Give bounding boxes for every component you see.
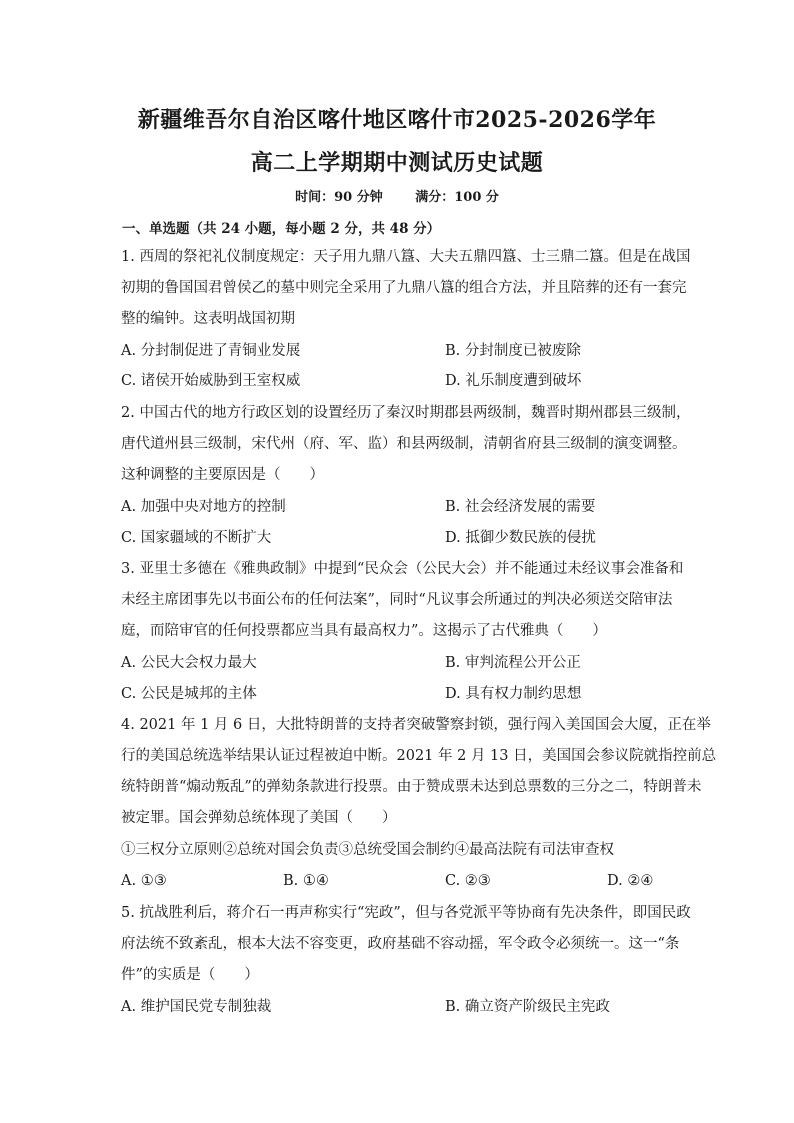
exam-score: 满分：100 分 — [415, 190, 499, 205]
question-5-line-1: 5. 抗战胜利后，蒋介石一再声称实行“宪政”，但与各党派平等协商有先决条件，即国民政 — [121, 905, 691, 921]
question-4-line-5: ①三权分立原则②总统对国会负责③总统受国会制约④最高法院有司法审查权 — [121, 842, 614, 858]
question-4-option-c[interactable]: C. ②③ — [445, 873, 491, 889]
question-2-line-2: 唐代道州县三级制，宋代州（府、军、监）和县两级制，清朝省府县三级制的演变调整。 — [121, 436, 687, 452]
question-1-option-d[interactable]: D. 礼乐制度遭到破坏 — [445, 373, 582, 389]
exam-title-line2: 高二上学期期中测试历史试题 — [250, 150, 544, 176]
question-2-line-1: 2. 中国古代的地方行政区划的设置经历了秦汉时期郡县两级制，魏晋时期州郡县三级制， — [121, 405, 691, 421]
question-1-option-b[interactable]: B. 分封制度已被废除 — [445, 343, 581, 359]
question-3-line-2: 未经主席团事先以书面公布的任何法案”，同时“凡议事会所通过的判决必须送交陪审法 — [121, 592, 673, 608]
question-3-option-d[interactable]: D. 具有权力制约思想 — [445, 686, 582, 702]
question-4-option-a[interactable]: A. ①③ — [121, 873, 167, 889]
question-3-line-3: 庭，而陪审官的任何投票都应当具有最高权力”。这揭示了古代雅典（ ） — [121, 623, 607, 639]
question-4-line-2: 行的美国总统选举结果认证过程被迫中断。2021 年 2 月 13 日，美国国会参议院就指控前总 — [121, 748, 717, 764]
question-4-line-3: 统特朗普“煽动叛乱”的弹劾条款进行投票。由于赞成票未达到总票数的三分之二，特朗普未 — [121, 779, 702, 795]
question-3-option-a[interactable]: A. 公民大会权力最大 — [121, 655, 257, 671]
question-2-option-d[interactable]: D. 抵御少数民族的侵扰 — [445, 530, 596, 546]
exam-time: 时间：90 分钟 — [295, 190, 383, 205]
question-3-line-1: 3. 亚里士多德在《雅典政制》中提到“民众会（公民大会）并不能通过未经议事会准备和 — [121, 561, 684, 577]
question-1-option-c[interactable]: C. 诸侯开始威胁到王室权威 — [121, 373, 301, 389]
question-1-line-1: 1. 西周的祭祀礼仪制度规定：天子用九鼎八簋、大夫五鼎四簋、士三鼎二簋。但是在战国 — [121, 249, 691, 265]
question-5-option-b[interactable]: B. 确立资产阶级民主宪政 — [445, 999, 610, 1015]
question-2-option-a[interactable]: A. 加强中央对地方的控制 — [121, 499, 286, 515]
question-2-option-b[interactable]: B. 社会经济发展的需要 — [445, 499, 596, 515]
question-5-line-3: 件”的实质是（ ） — [121, 967, 259, 983]
question-5-option-a[interactable]: A. 维护国民党专制独裁 — [121, 999, 272, 1015]
question-1-line-3: 整的编钟。这表明战国初期 — [121, 311, 295, 327]
question-3-option-b[interactable]: B. 审判流程公开公正 — [445, 655, 581, 671]
question-4-option-b[interactable]: B. ①④ — [283, 873, 329, 889]
question-2-option-c[interactable]: C. 国家疆域的不断扩大 — [121, 530, 272, 546]
question-2-line-3: 这种调整的主要原因是（ ） — [121, 467, 324, 483]
question-1-option-a[interactable]: A. 分封制促进了青铜业发展 — [121, 343, 301, 359]
question-1-line-2: 初期的鲁国国君曾侯乙的墓中则完全采用了九鼎八簋的组合方法，并且陪葬的还有一套完 — [121, 280, 687, 296]
exam-title-line1: 新疆维吾尔自治区喀什地区喀什市2025-2026学年 — [137, 107, 657, 133]
exam-meta — [0, 186, 794, 205]
question-5-line-2: 府法统不致紊乱，根本大法不容变更，政府基础不容动摇，军令政令必须统一。这一“条 — [121, 936, 680, 952]
section-heading: 一、单选题（共 24 小题，每小题 2 分，共 48 分） — [122, 221, 441, 237]
question-4-line-1: 4. 2021 年 1 月 6 日，大批特朗普的支持者突破警察封锁，强行闯入美国国会大厦，正在举 — [121, 717, 711, 733]
question-3-option-c[interactable]: C. 公民是城邦的主体 — [121, 686, 257, 702]
question-4-option-d[interactable]: D. ②④ — [607, 873, 654, 889]
question-4-line-4: 被定罪。国会弹劾总统体现了美国（ ） — [121, 810, 397, 826]
